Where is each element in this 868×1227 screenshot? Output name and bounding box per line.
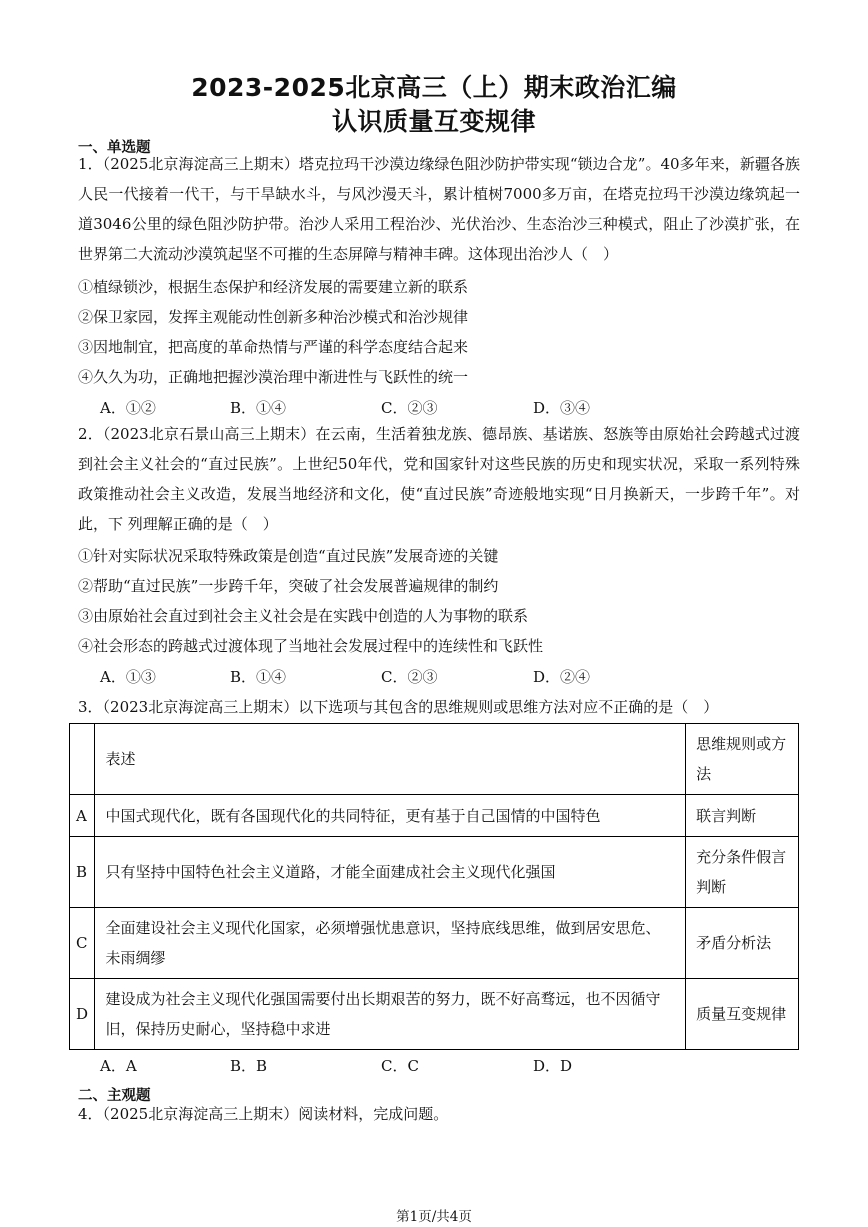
section-heading-single-choice: 一、单选题: [78, 140, 151, 156]
table-row-key: A: [70, 795, 95, 837]
document-title: 2023-2025北京高三（上）期末政治汇编: [191, 73, 677, 102]
question-2-item-2: ②帮助“直过民族”一步跨千年，突破了社会发展普遍规律的制约: [78, 577, 499, 595]
table-header-key-cell: [70, 724, 95, 795]
question-1-option-b[interactable]: B．①④: [230, 399, 287, 417]
question-1-item-3: ③因地制宜，把高度的革命热情与严谨的科学态度结合起来: [78, 338, 469, 356]
table-row-method: 联言判断: [686, 795, 799, 837]
page-number: 第1页/共4页: [396, 1209, 472, 1225]
question-3-option-c[interactable]: C．C: [381, 1057, 419, 1075]
question-1-stem: 1．（2025北京海淀高三上期末）塔克拉玛干沙漠边缘绿色阻沙防护带实现“锁边合龙”。40多年来，新疆各族人民一代接着一代干，与干旱缺水斗，与风沙漫天斗，累计植树7000多万亩，在塔克拉玛干沙漠边缘筑起一道3046公里的绿色阻沙防护带。治沙人采用工程治沙、光伏治沙、生态治沙三种模式，阻止了沙漠扩张，在世界第二大流动沙漠筑起坚不可摧的生态屏障与精神丰碑。这体现出治沙人（ ）: [78, 155, 800, 263]
question-2-option-a[interactable]: A．①③: [100, 668, 156, 686]
table-row-method: 质量互变规律: [686, 979, 799, 1050]
question-1-option-a[interactable]: A．①②: [100, 399, 156, 417]
question-3-option-b[interactable]: B．B: [230, 1057, 268, 1075]
question-1-item-1: ①植绿锁沙，根据生态保护和经济发展的需要建立新的联系: [78, 278, 469, 296]
question-3-option-d[interactable]: D．D: [533, 1057, 573, 1075]
table-header-row: [70, 724, 799, 795]
question-2-item-3: ③由原始社会直过到社会主义社会是在实践中创造的人为事物的联系: [78, 607, 529, 625]
question-1-item-4: ④久久为功，正确地把握沙漠治理中渐进性与飞跃性的统一: [78, 368, 469, 386]
table-row-desc: 只有坚持中国特色社会主义道路，才能全面建成社会主义现代化强国: [95, 837, 686, 908]
question-1-item-2: ②保卫家园，发挥主观能动性创新多种治沙模式和治沙规律: [78, 308, 469, 326]
table-row-key: C: [70, 908, 95, 979]
question-2-item-1: ①针对实际状况采取特殊政策是创造“直过民族”发展奇迹的关键: [78, 547, 499, 565]
table-row-method: 矛盾分析法: [686, 908, 799, 979]
table-row: [70, 979, 799, 1050]
question-2-option-c[interactable]: C．②③: [381, 668, 438, 686]
table-row-desc: 全面建设社会主义现代化国家，必须增强忧患意识，坚持底线思维，做到居安思危、未雨绸缪: [95, 908, 686, 979]
question-3-stem: 3．（2023北京海淀高三上期末）以下选项与其包含的思维规则或思维方法对应不正确的是（ ）: [78, 698, 719, 716]
question-2-item-4: ④社会形态的跨越式过渡体现了当地社会发展过程中的连续性和飞跃性: [78, 637, 544, 655]
table-row: [70, 795, 799, 837]
table-row: [70, 908, 799, 979]
question-4-stem: 4．（2025北京海淀高三上期末）阅读材料，完成问题。: [78, 1105, 449, 1123]
question-3-option-a[interactable]: A．A: [100, 1057, 137, 1075]
question-2-option-b[interactable]: B．①④: [230, 668, 287, 686]
table-row-desc: 建设成为社会主义现代化强国需要付出长期艰苦的努力，既不好高骛远，也不因循守旧，保持历史耐心，坚持稳中求进: [95, 979, 686, 1050]
document-subtitle: 认识质量互变规律: [331, 107, 536, 136]
section-heading-subjective: 二、主观题: [78, 1088, 151, 1104]
table-row-method: 充分条件假言判断: [686, 837, 799, 908]
question-1-option-c[interactable]: C．②③: [381, 399, 438, 417]
table-row-desc: 中国式现代化，既有各国现代化的共同特征，更有基于自己国情的中国特色: [95, 795, 686, 837]
table-row-key: D: [70, 979, 95, 1050]
table-row-key: B: [70, 837, 95, 908]
table-header-method: 思维规则或方法: [686, 724, 799, 795]
table-row: [70, 837, 799, 908]
question-2-stem: 2．（2023北京石景山高三上期末）在云南，生活着独龙族、德昂族、基诺族、怒族等由原始社会跨越式过渡到社会主义社会的“直过民族”。上世纪50年代，党和国家针对这些民族的历史和现实状况，采取一系列特殊政策推动社会主义改造，发展当地经济和文化，使“直过民族”奇迹般地实现“日月换新天，一步跨千年”。对此，下 列理解正确的是（ ）: [78, 425, 800, 533]
question-2-option-d[interactable]: D．②④: [533, 668, 591, 686]
question-3-table: [69, 723, 799, 1050]
question-1-option-d[interactable]: D．③④: [533, 399, 591, 417]
table-header-desc: 表述: [95, 724, 686, 795]
